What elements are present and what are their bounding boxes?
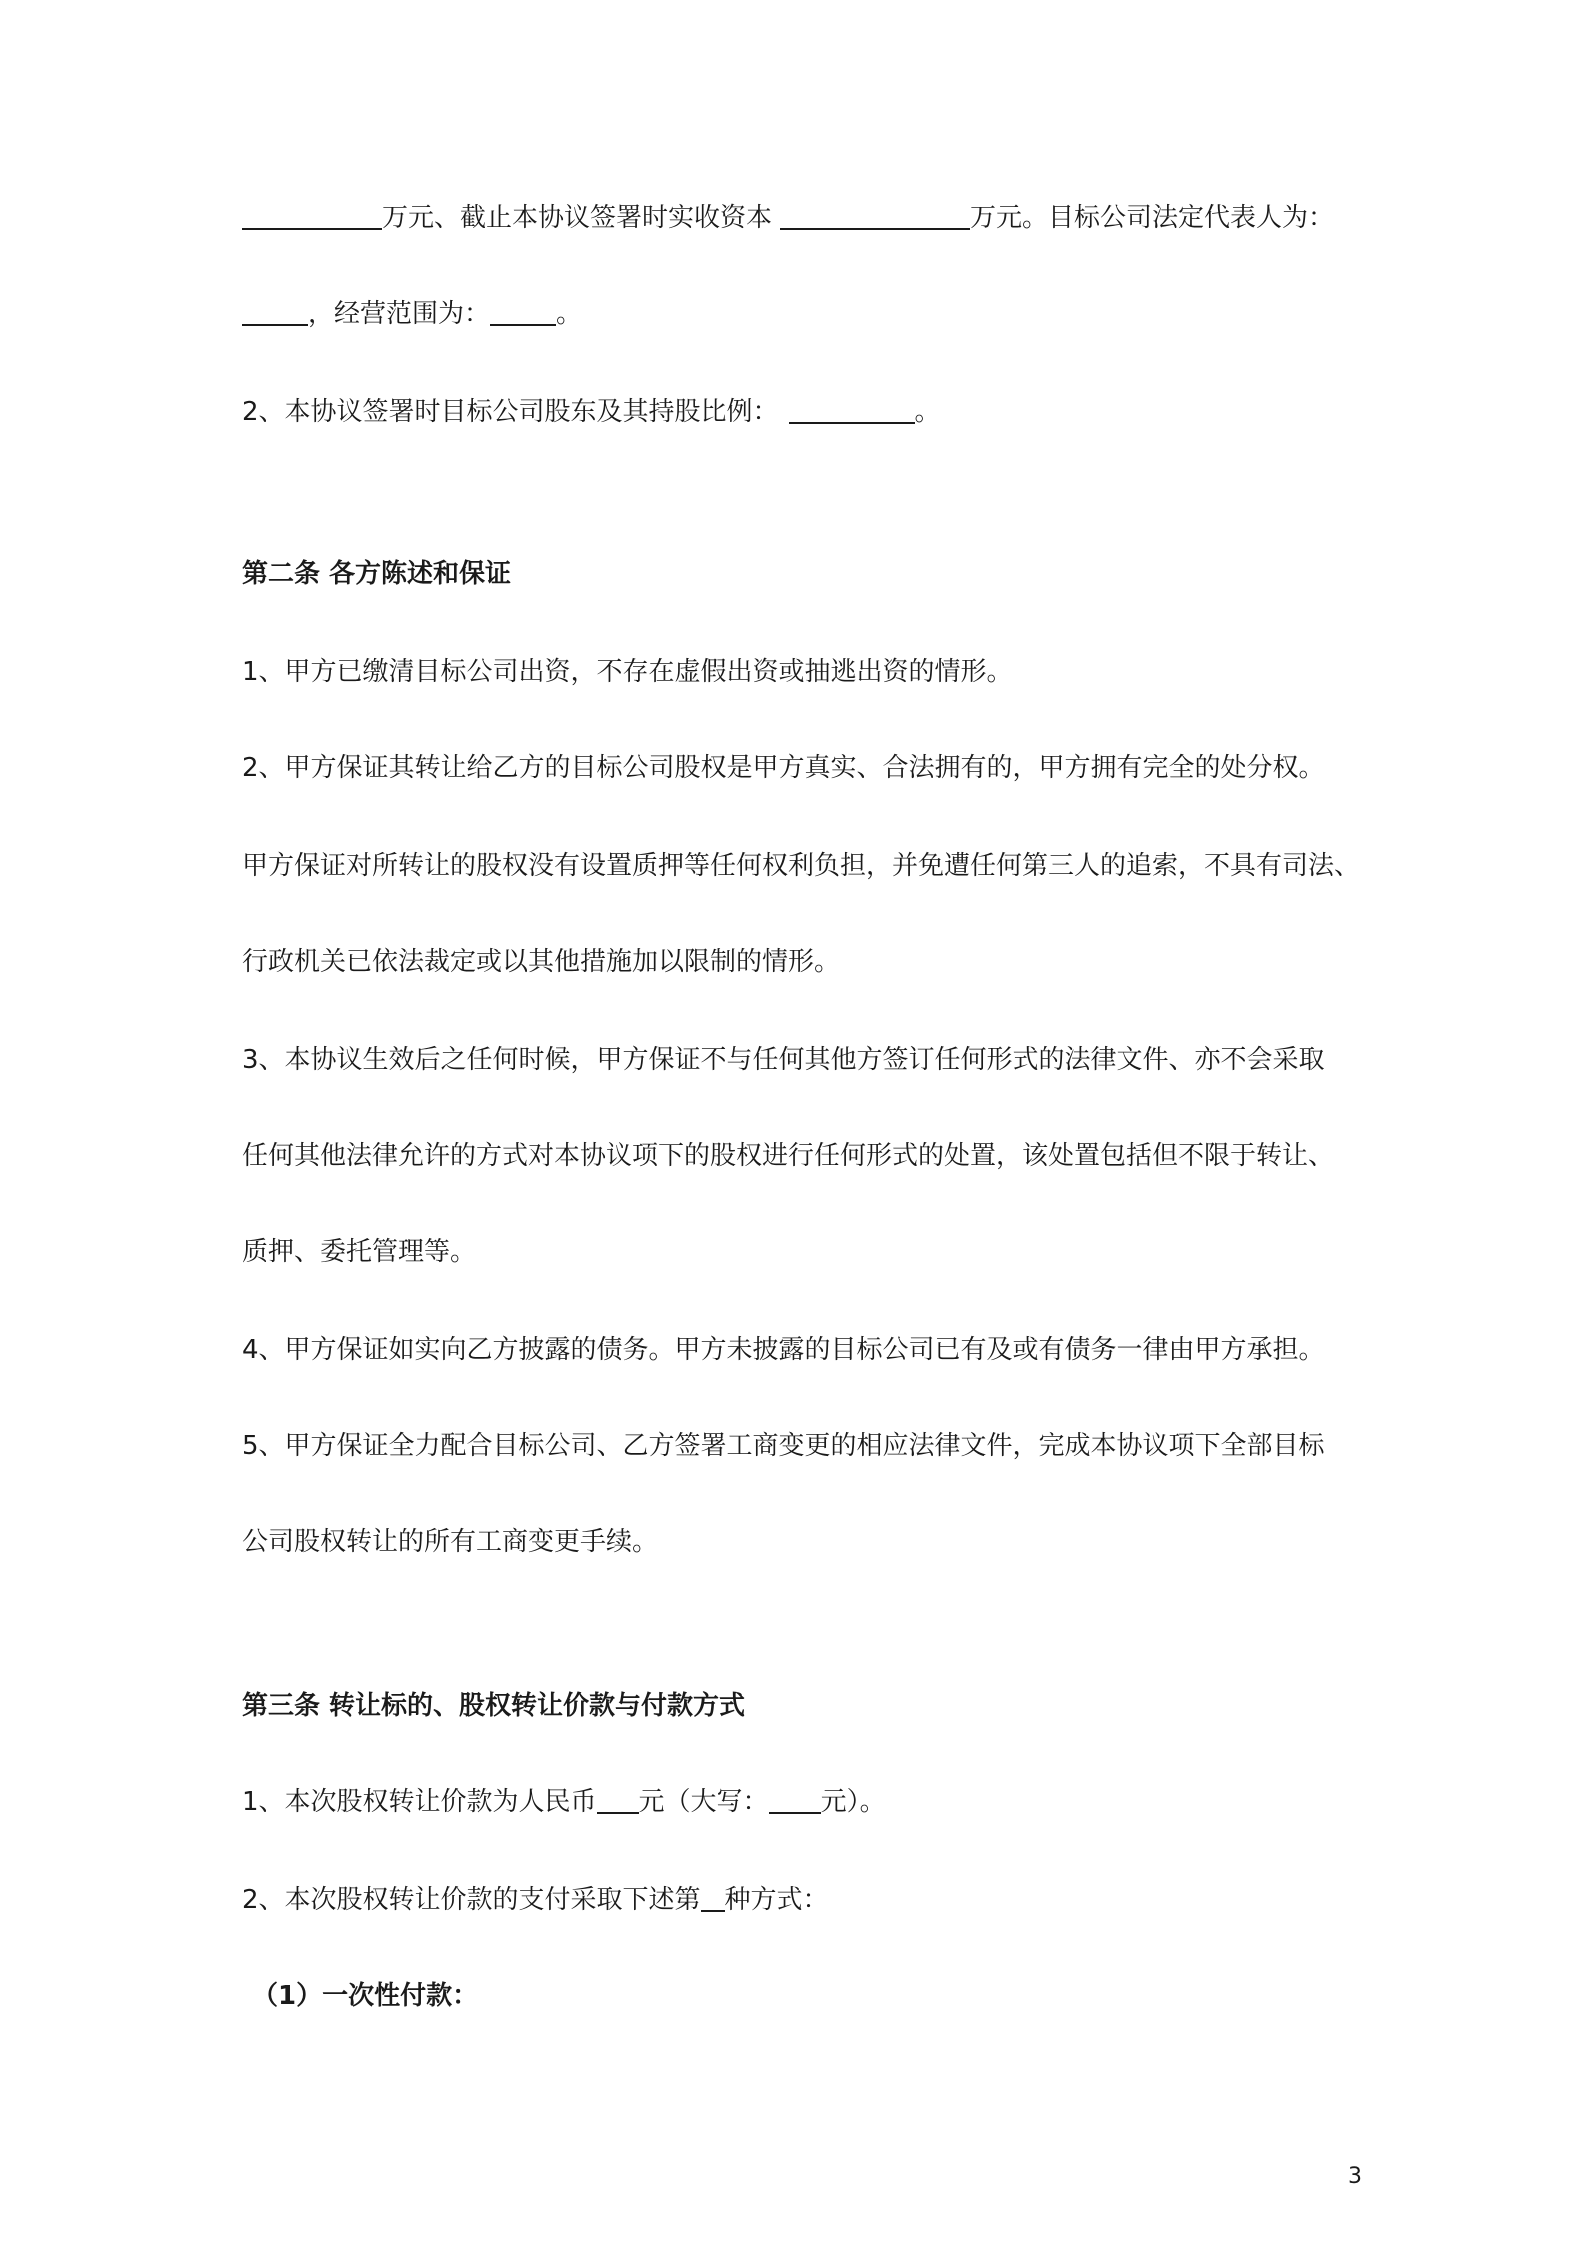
section-heading-article-2: 第二条 各方陈述和保证 — [242, 559, 512, 589]
paragraph-line: 2、甲方保证其转让给乙方的目标公司股权是甲方真实、合法拥有的，甲方拥有完全的处分权。 — [242, 753, 1325, 783]
blank-business-scope[interactable] — [490, 296, 556, 326]
text-line-registered-capital: 万元、截止本协议签署时实收资本 万元。目标公司法定代表人为： — [242, 198, 1362, 238]
blank-shareholders[interactable] — [789, 394, 915, 424]
paragraph-line: 5、甲方保证全力配合目标公司、乙方签署工商变更的相应法律文件，完成本协议项下全部目标 — [242, 1431, 1325, 1461]
paragraph-line: 质押、委托管理等。 — [242, 1237, 477, 1267]
paragraph-line: 3、本协议生效后之任何时候，甲方保证不与任何其他方签订任何形式的法律文件、亦不会采取 — [242, 1045, 1325, 1075]
paragraph-line: 甲方保证对所转让的股权没有设置质押等任何权利负担，并免遭任何第三人的追索，不具有司法、 — [242, 851, 1361, 881]
paragraph-line: 公司股权转让的所有工商变更手续。 — [242, 1527, 659, 1557]
blank-paid-in-capital[interactable] — [780, 200, 970, 230]
blank-payment-option[interactable] — [701, 1882, 725, 1912]
paragraph-line: 行政机关已依法裁定或以其他措施加以限制的情形。 — [242, 947, 841, 977]
text-line-legal-representative: ，经营范围为： 。 — [242, 294, 1362, 334]
section-heading-article-3: 第三条 转让标的、股权转让价款与付款方式 — [242, 1691, 746, 1721]
blank-registered-capital[interactable] — [242, 200, 382, 230]
paragraph-line: 1、甲方已缴清目标公司出资，不存在虚假出资或抽逃出资的情形。 — [242, 657, 1013, 687]
text-line-shareholders: 2、本协议签署时目标公司股东及其持股比例： 。 — [242, 392, 1362, 432]
blank-price-in-words[interactable] — [769, 1784, 821, 1814]
blank-legal-representative[interactable] — [242, 296, 308, 326]
paragraph-line: 任何其他法律允许的方式对本协议项下的股权进行任何形式的处置，该处置包括但不限于转让、 — [242, 1141, 1335, 1171]
paragraph-line: 4、甲方保证如实向乙方披露的债务。甲方未披露的目标公司已有及或有债务一律由甲方承担。 — [242, 1335, 1325, 1365]
text-line-transfer-price: 1、本次股权转让价款为人民币 元（大写： 元）。 — [242, 1782, 1362, 1822]
text-line-payment-method: 2、本次股权转让价款的支付采取下述第 种方式： — [242, 1880, 1362, 1920]
page-number: 3 — [1348, 2164, 1362, 2189]
subheading-lump-sum-payment: （1）一次性付款： — [252, 1981, 479, 2011]
blank-price-amount[interactable] — [597, 1784, 639, 1814]
